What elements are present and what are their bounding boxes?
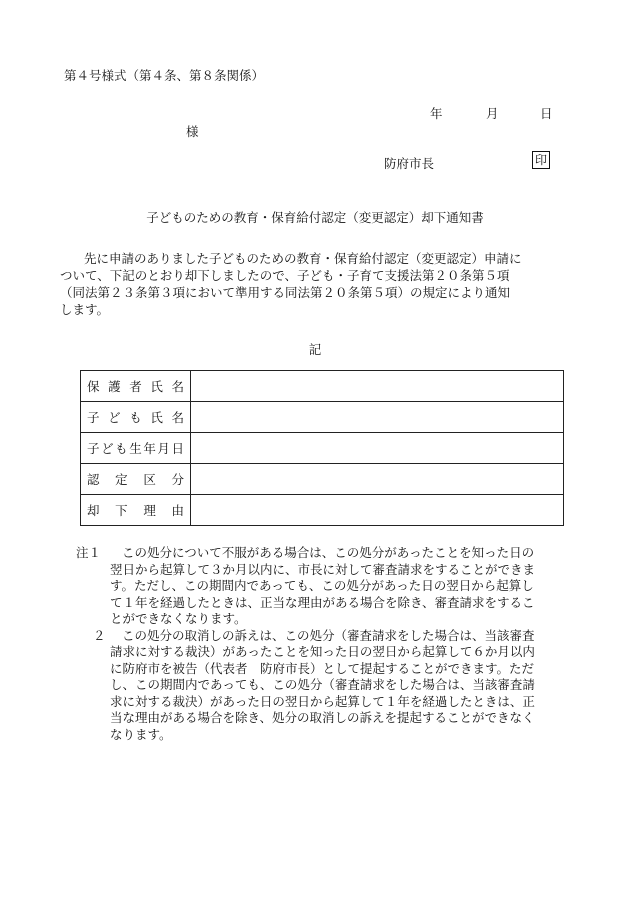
- label-char: も: [129, 410, 142, 425]
- label-char: も: [115, 441, 128, 456]
- label-char: 下: [115, 503, 128, 518]
- note-1-text: [110, 545, 568, 628]
- table-row: [81, 495, 564, 526]
- label-char: 名: [171, 410, 184, 425]
- table-row: [81, 371, 564, 402]
- label-char: 護: [108, 379, 121, 394]
- ki-heading: 記: [308, 342, 322, 357]
- label-rejection-reason: [87, 501, 184, 519]
- note-2-number: ２: [93, 627, 106, 643]
- label-char: 日: [171, 441, 184, 456]
- row-value[interactable]: [191, 371, 564, 402]
- label-char: 理: [143, 503, 156, 518]
- row-label: [81, 433, 191, 464]
- row-label: [81, 495, 191, 526]
- label-char: 定: [115, 472, 128, 487]
- issuer-name: 防府市長: [384, 156, 435, 171]
- row-value[interactable]: [191, 464, 564, 495]
- note-line: 翌日から起算して３か月以内に、市長に対して審査請求をすることができま: [110, 561, 536, 577]
- label-char: 者: [129, 379, 142, 394]
- label-char: 分: [171, 472, 184, 487]
- note-line: し、この期間内であっても、この処分（審査請求をした場合は、当該審査請: [110, 677, 535, 692]
- note-line: に防府市を被告（代表者 防府市長）として提起することができます。ただ: [110, 660, 535, 676]
- body-line: ついて、下記のとおり却下しましたので、子ども・子育て支援法第２０条第５項: [60, 268, 510, 283]
- note-line: この処分について不服がある場合は、この処分があったことを知った日の: [122, 545, 535, 560]
- date-day-label: 日: [540, 106, 553, 121]
- label-char: 氏: [150, 410, 163, 425]
- body-paragraph: [60, 250, 566, 318]
- date-month-label: 月: [486, 106, 499, 121]
- note-line: なります。: [110, 726, 172, 742]
- body-line: します。: [60, 302, 110, 317]
- row-label: [81, 464, 191, 495]
- row-value[interactable]: [191, 402, 564, 433]
- label-char: 由: [171, 503, 184, 518]
- row-label: [81, 371, 191, 402]
- body-line: （同法第２３条第３項において準用する同法第２０条第５項）の規定により通知: [60, 285, 511, 300]
- note-line: て１年を経過したときは、正当な理由がある場合を除き、審査請求をするこ: [110, 594, 535, 610]
- table-row: [81, 402, 564, 433]
- note-line: す。ただし、この期間内であっても、この処分があった日の翌日から起算し: [110, 578, 534, 593]
- date-year-label: 年: [430, 106, 443, 121]
- info-table: [80, 370, 564, 526]
- note-1-number: 注１: [76, 545, 102, 560]
- note-line: この処分の取消しの訴えは、この処分（審査請求をした場合は、当該審査: [122, 627, 535, 643]
- label-char: 氏: [150, 379, 163, 394]
- note-line: 請求に対する裁決）があったことを知った日の翌日から起算して６か月以内: [110, 644, 535, 659]
- addressee-suffix: 様: [186, 124, 199, 139]
- label-char: ど: [101, 441, 114, 456]
- seal-mark: 印: [532, 151, 550, 169]
- label-char: 名: [171, 379, 184, 394]
- label-char: 子: [87, 410, 100, 425]
- body-line: 先に申請のありました子どものための教育・保育給付認定（変更認定）申請に: [84, 251, 522, 266]
- row-value[interactable]: [191, 433, 564, 464]
- label-child-name: [87, 408, 184, 426]
- label-certification-category: [87, 470, 184, 488]
- label-guardian-name: [87, 377, 184, 395]
- label-char: 年: [143, 441, 156, 456]
- label-char: ど: [108, 410, 121, 425]
- label-child-birthdate: [87, 439, 184, 457]
- label-char: 子: [87, 441, 100, 456]
- note-line: 当な理由がある場合を除き、処分の取消しの訴えを提起することができなく: [110, 710, 535, 725]
- form-number: 第４号様式（第４条、第８条関係）: [64, 68, 265, 83]
- label-char: 認: [87, 472, 100, 487]
- document-title: 子どものための教育・保育給付認定（変更認定）却下通知書: [146, 210, 484, 225]
- label-char: 保: [87, 379, 100, 394]
- label-char: 生: [129, 441, 142, 456]
- note-line: とができなくなります。: [110, 611, 247, 626]
- note-2: [76, 628, 568, 744]
- note-line: 求に対する裁決）があった日の翌日から起算して１年を経過したときは、正: [110, 693, 535, 709]
- row-label: [81, 402, 191, 433]
- note-2-text: [110, 628, 568, 744]
- table-row: [81, 464, 564, 495]
- notes-section: [76, 545, 568, 743]
- label-char: 月: [157, 441, 170, 456]
- row-value[interactable]: [191, 495, 564, 526]
- label-char: 区: [143, 472, 156, 487]
- note-1: [76, 545, 568, 628]
- table-row: [81, 433, 564, 464]
- label-char: 却: [87, 503, 100, 518]
